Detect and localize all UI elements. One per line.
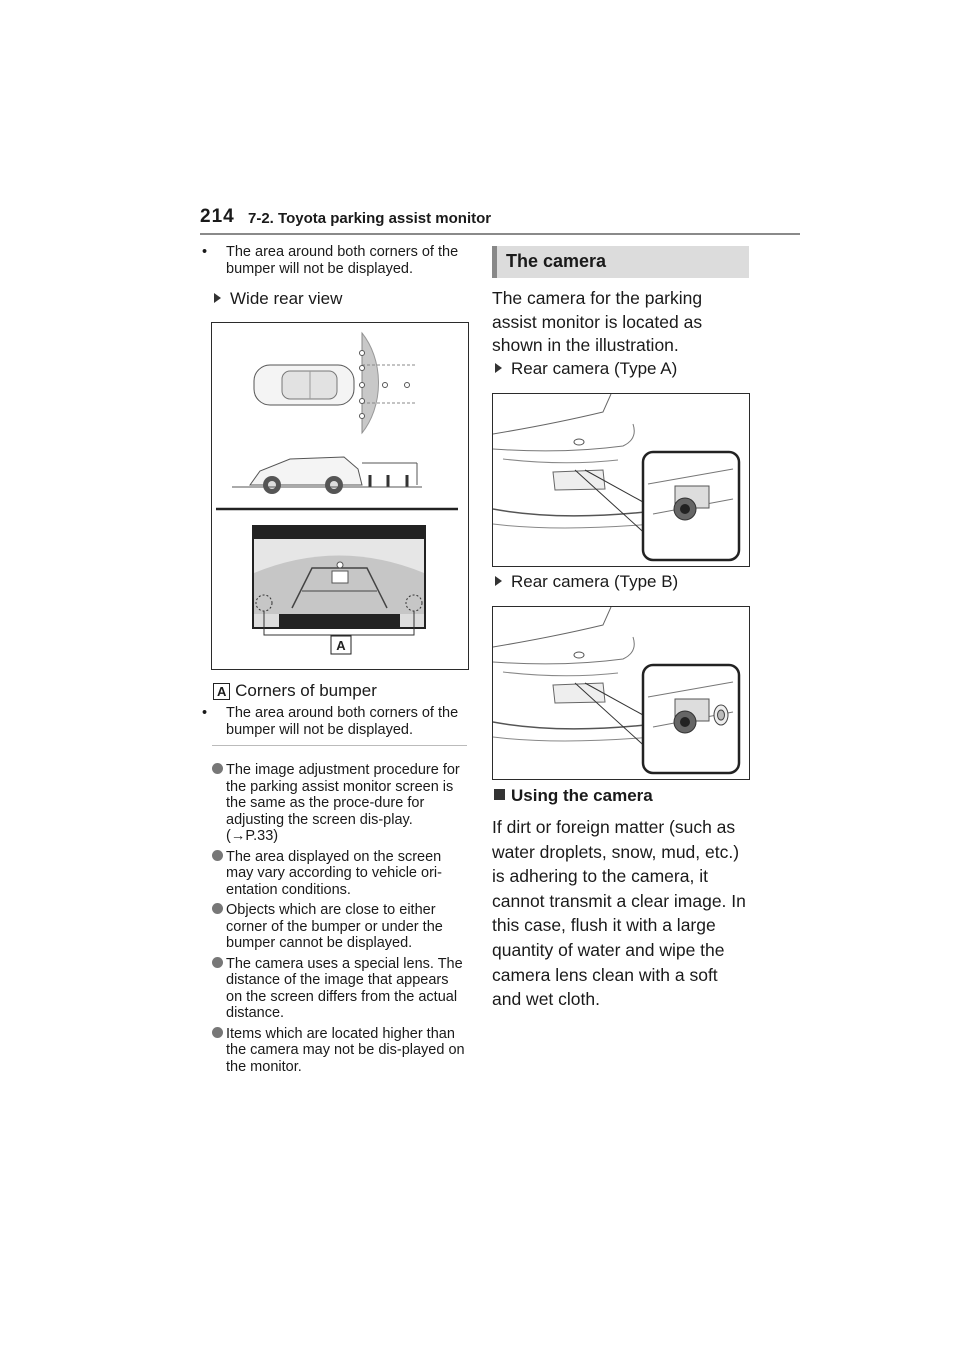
section-title: 7-2. Toyota parking assist monitor [248, 210, 492, 227]
wide-rear-view-label [214, 289, 342, 309]
square-bullet-icon [494, 789, 505, 800]
type-a-label [495, 359, 677, 379]
callout-a-text: A [336, 638, 346, 653]
bullet-icon [212, 763, 223, 774]
header-rule [200, 233, 800, 235]
top-note: • The area around both corners of the bumper will not be displayed. [202, 244, 459, 277]
type-b-text: Rear camera (Type B) [511, 572, 679, 591]
corners-note-text: The area around both corners of the bumper will not be displayed. [226, 705, 459, 738]
type-a-text: Rear camera (Type A) [511, 359, 678, 378]
corners-of-bumper-caption [213, 681, 377, 701]
bullet-icon [212, 1027, 223, 1038]
note-item: Objects which are close to either corner of the bumper or under the bumper cannot be displayed. [212, 902, 468, 952]
callout-caption: Corners of bumper [235, 681, 377, 700]
rear-camera-type-b-illustration [493, 607, 749, 779]
notes-list [212, 762, 468, 1079]
wide-rear-view-figure [211, 322, 469, 670]
type-a-figure [492, 393, 750, 567]
note-item: The image adjustment procedure for the parking assist monitor screen is the same as the proce-dure for adjusting the screen dis-play. (→P.33) [212, 762, 468, 845]
page-number: 214 [200, 206, 235, 227]
camera-intro: The camera for the parking assist monitor is located as shown in the illustration. [492, 288, 703, 355]
bullet-icon [212, 850, 223, 861]
using-camera-text: If dirt or foreign matter (such as water droplets, snow, mud, etc.) is adhering to the camera, it cannot transmit a clear image. In this case, flush it with a large quantity of water and wipe the camera lens clean with a soft and wet cloth. [492, 817, 746, 1010]
note-item: The area displayed on the screen may vary according to vehicle ori-entation conditions. [212, 849, 468, 899]
note-item: Items which are located higher than the camera may not be dis-played on the monitor. [212, 1026, 468, 1076]
callout-letter: A [213, 683, 230, 700]
wide-rear-view-illustration [212, 323, 468, 669]
type-b-label [495, 572, 678, 592]
camera-heading-text: The camera [506, 251, 607, 271]
using-camera-heading [494, 786, 653, 806]
arrow-icon [495, 363, 502, 373]
bullet-icon [212, 903, 223, 914]
top-note-text: The area around both corners of the bumper will not be displayed. [226, 244, 459, 277]
corners-note: • The area around both corners of the bumper will not be displayed. [202, 705, 459, 738]
camera-range-shape [362, 333, 379, 433]
bullet-icon [212, 957, 223, 968]
notes-divider [212, 745, 467, 746]
using-camera-heading-text: Using the camera [511, 786, 653, 805]
arrow-icon [495, 576, 502, 586]
rear-camera-type-a-illustration [493, 394, 749, 566]
note-item: The camera uses a special lens. The distance of the image that appears on the screen differs from the actual distance. [212, 956, 468, 1022]
arrow-icon [214, 293, 221, 303]
camera-heading [492, 246, 749, 278]
type-b-figure [492, 606, 750, 780]
wide-rear-view-text: Wide rear view [230, 289, 343, 308]
